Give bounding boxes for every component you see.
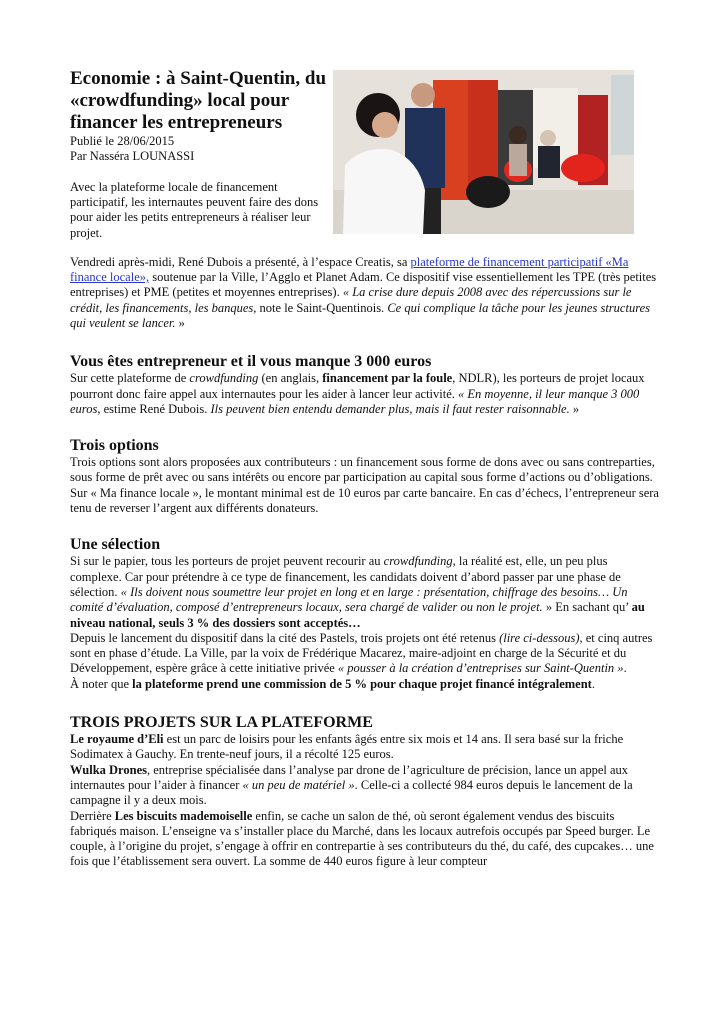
project-name: Les biscuits mademoiselle [114,808,253,823]
text: , la réalité est, elle, un peu plus complexe. Car pour prétendre à ce type de financement, les candidats doivent d’abord passer par une phase de sélection. [70,554,621,599]
text: Derrière [70,808,115,823]
section-heading: Trois options [70,437,159,455]
text: . [623,661,627,676]
text: enfin, se cache un salon de thé, où seront également vendus des biscuits fabriqués maison. L’enseigne va s’installer place du Marché, dans les locaux autrefois occupés par Speed burger. Le couple, à l’origine du projet, s’engage à offrir en contrepartie à ses contributeurs du thé, du café, des cupcakes… une fois que l’établissement sera ouvert. La somme de 440 euros figure à leur compteur [70,808,654,869]
publish-date: Publié le 28/06/2015 [70,134,175,148]
section-heading: Vous êtes entrepreneur et il vous manque 3 000 euros [70,353,432,371]
text: À noter que [70,676,133,691]
text: financement par la foule [322,371,453,386]
text: , NDLR), les porteurs de projet locaux pourront donc faire appel aux internautes pour les aider à lancer leur activité. [70,371,645,401]
project-paragraph [70,763,660,809]
quote: Ce qui complique la tâche pour les jeunes structures qui veulent se lancer. [70,300,651,330]
text: Sur cette plateforme de [70,371,190,386]
section-entrepreneur [70,353,660,417]
text: soutenue par la Ville, l’Agglo et Planet Adam. Ce dispositif vise essentiellement les TPE (très petites entreprises) et PME (petites et moyennes entreprises). [70,270,657,300]
article-lead: Avec la plateforme locale de financement participatif, les internautes peuvent faire des dons pour aider les petits entrepreneurs à réaliser leur projet. [70,180,319,240]
article-photo [333,70,634,234]
photo-image [333,70,634,234]
section-paragraph: Trois options sont alors proposées aux contributeurs : un financement sous forme de dons avec ou sans contreparties, sous forme de prêt avec ou sans intérêts ou encore par participation au capital sous forme d’actions ou d’obligations. Sur « Ma finance locale », le montant minimal est de 10 euros par carte bancaire. En cas d’échecs, l’entrepreneur sera tenu de reverser l’argent aux différents donateurs. [70,455,659,516]
section-trois-projets [70,714,660,870]
project-paragraph [70,732,660,763]
text: » [175,316,185,330]
section-heading: TROIS PROJETS SUR LA PLATEFORME [70,714,373,732]
text: » En sachant qu’ [542,600,632,615]
project-name: Le royaume d’Eli [70,732,164,747]
section-paragraph [70,677,660,692]
quote: « Ils doivent nous soumettre leur projet en long et en large : présentation, chiffrage des besoins… Un comité d’évaluation, composé d’entrepreneurs locaux, sera chargé de valider ou non le projet. [70,584,628,615]
text: . [591,676,595,691]
section-paragraph [70,371,660,417]
quote: « un peu de matériel » [242,777,355,792]
text: note le Saint-Quentinois. [256,300,388,315]
text: crowdfunding [189,371,259,386]
text: au niveau national, seuls 3 % des dossiers sont acceptés… [70,600,645,630]
section-selection [70,536,660,692]
text: Depuis le lancement du dispositif dans la cité des Pastels, trois projets ont été retenus [70,630,500,645]
platform-link[interactable]: plateforme de financement participatif «Ma finance locale», [70,254,629,285]
text: la plateforme prend une commission de 5 % pour chaque projet financé intégralement [132,676,592,691]
text: est un parc de loisirs pour les enfants âgés entre six mois et 14 ans. Il sera basé sur la friche Sodimatex à Gauchy. En trente-neuf jours, il a récolté 125 euros. [70,732,624,762]
project-paragraph [70,809,660,870]
author-byline: Par Nasséra LOUNASSI [70,149,195,163]
text: Vendredi après-midi, René Dubois a présenté, à l’espace Creatis, sa [70,254,411,269]
section-trois-options [70,437,660,516]
quote: Ils peuvent bien entendu demander plus, mais il faut rester raisonnable. [210,401,570,416]
text: , et cinq autres sont en phase d’étude. La Ville, par la voix de Frédérique Macarez, maire-adjoint en charge de la Sécurité et du Développement, espère grâce à cette initiative privée [70,630,653,676]
text: (en anglais, [258,371,323,386]
text: (lire ci-dessous) [499,630,580,645]
quote: « pousser à la création d’entreprises sur Saint-Quentin » [337,661,624,676]
project-name: Wulka Drones [70,762,147,777]
quote: « La crise dure depuis 2008 avec des répercussions sur le crédit, les financements, les banques, [70,285,632,315]
text: , estime René Dubois. [97,401,211,416]
quote: « En moyenne, il leur manque 3 000 euros [70,386,640,416]
section-heading: Une sélection [70,536,161,554]
section-paragraph [70,554,660,630]
text: crowdfunding [383,554,453,569]
intro-paragraph [70,255,660,331]
article-title: Economie : à Saint-Quentin, du «crowdfunding» local pour financer les entrepreneurs [70,68,327,133]
text: . Celle-ci a collecté 984 euros depuis le lancement de la campagne il y a deux mois. [70,777,633,808]
text: » [569,401,580,416]
text: , entreprise spécialisée dans l’analyse par drone de l’agriculture de précision, lance un appel aux internautes pour l’aider à financer [70,762,629,792]
text: Si sur le papier, tous les porteurs de projet peuvent recourir au [70,554,384,569]
article [70,68,660,870]
section-paragraph [70,631,660,677]
